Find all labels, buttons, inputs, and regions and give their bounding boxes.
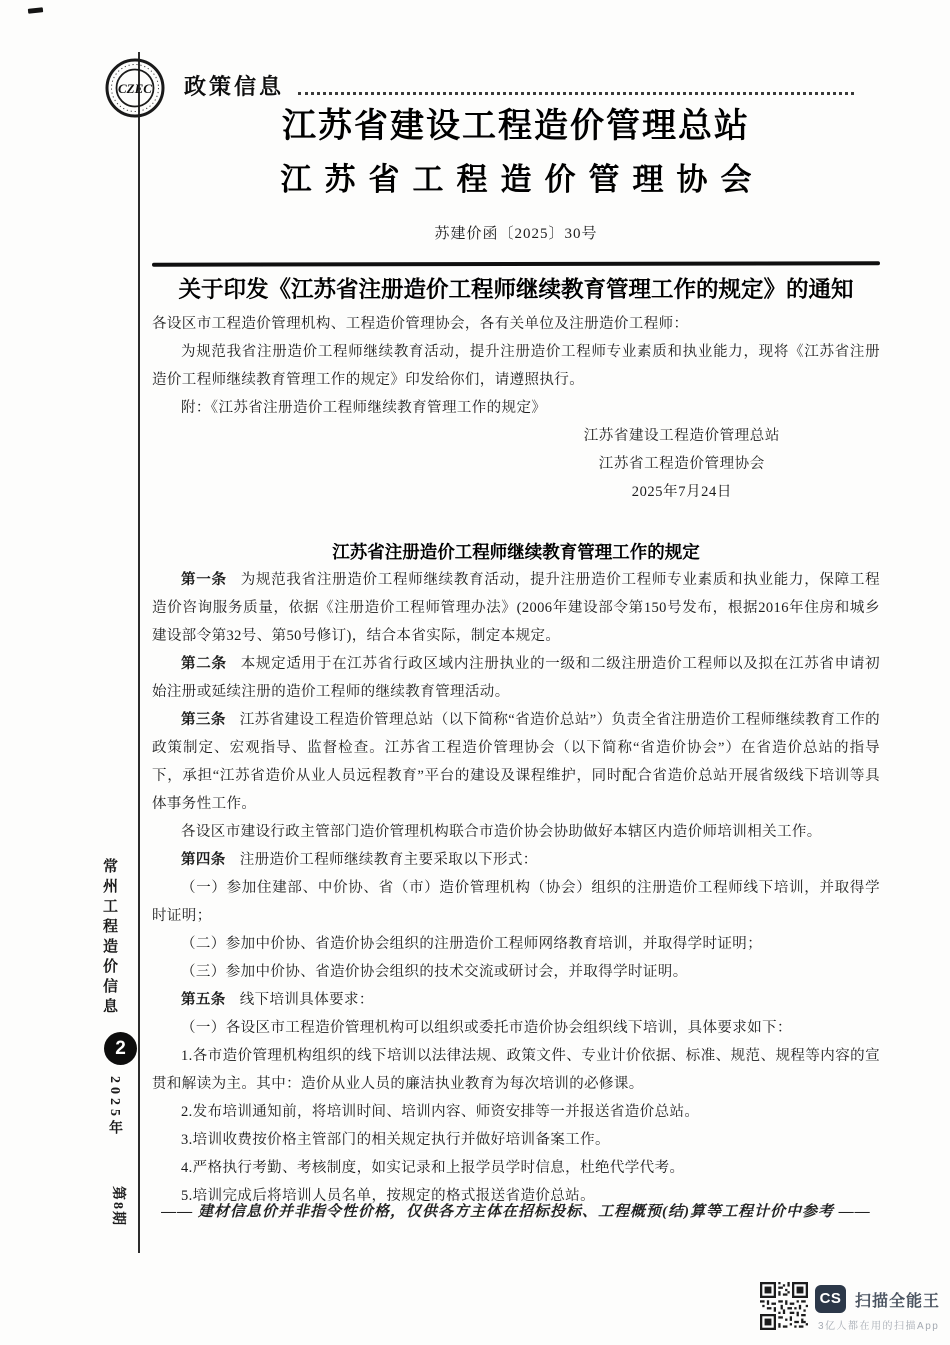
article-label: 第五条	[181, 991, 226, 1008]
sidebar-issue: 第8期	[110, 1186, 125, 1227]
notice-salutation: 各设区市工程造价管理机构、工程造价管理协会，各有关单位及注册造价工程师：	[152, 315, 689, 332]
signature-block	[152, 422, 880, 506]
signer-line-1: 江苏省建设工程造价管理总站	[583, 427, 780, 444]
article-paragraph: 4.严格执行考勤、考核制度，如实记录和上报学员学时信息，杜绝代学代考。	[181, 1159, 685, 1176]
article-label: 第一条	[181, 571, 227, 588]
category-label: 政策信息	[184, 74, 285, 99]
org-title-line2: 江苏省工程造价管理协会	[280, 161, 765, 197]
scan-artifact-mark	[28, 7, 43, 14]
article-paragraph: 第三条 江苏省建设工程造价管理总站（以下简称“省造价总站”）负责全省注册造价工程师继续教育工作的政策制定、宏观指导、监督检查。江苏省工程造价管理协会（以下简称“省造价协会”）在省造价总站的指导下，承担“江苏省造价从业人员远程教育”平台的建设及课程维护，同时配合省造价总站开展省级线下培训等具体事务性工作。	[152, 711, 881, 812]
left-margin-rule	[138, 52, 140, 1253]
article-paragraph: 第一条 为规范我省注册造价工程师继续教育活动，提升注册造价工程师专业素质和执业能力，保障工程造价咨询服务质量，依据《注册造价工程师管理办法》(2006年建设部令第150号发布，根据2016年住房和城乡建设部令第32号、第50号修订)，结合本省实际，制定本规定。	[152, 571, 881, 644]
article-label: 第三条	[181, 711, 226, 728]
article-label: 第四条	[181, 851, 226, 868]
article-paragraph: 第四条 注册造价工程师继续教育主要采取以下形式：	[181, 851, 538, 868]
page-number-badge: 2	[104, 1032, 137, 1065]
notice-attachment-line: 附：《江苏省注册造价工程师继续教育管理工作的规定》	[181, 399, 547, 416]
dotted-rule	[298, 92, 854, 95]
article-paragraph: （一）参加住建部、中价协、省（市）造价管理机构（协会）组织的注册造价工程师线下培训，并取得学时证明；	[152, 879, 880, 924]
notice-title: 关于印发《江苏省注册造价工程师继续教育管理工作的规定》的通知	[178, 276, 854, 302]
article-paragraph: 1.各市造价管理机构组织的线下培训以法律法规、政策文件、专业计价依据、标准、规范、规程等内容的宣贯和解读为主。其中：造价从业人员的廉洁执业教育为每次培训的必修课。	[152, 1047, 880, 1092]
article-paragraph: 5.培训完成后将培训人员名单，按规定的格式报送省造价总站。	[181, 1187, 595, 1204]
signature-date: 2025年7月24日	[631, 483, 732, 500]
article-label: 第二条	[181, 655, 227, 672]
seal-monogram: CZEC	[118, 81, 152, 96]
sidebar-publication-title: 常州工程造价信息	[101, 858, 117, 1018]
document-number: 苏建价函〔2025〕30号	[434, 225, 598, 242]
qr-code-icon	[760, 1281, 808, 1331]
footer-disclaimer: —— 建材信息价并非指令性价格，仅供各方主体在招标投标、工程概预(结)算等工程计价中参考 ——	[161, 1204, 871, 1220]
camscanner-logo-icon: CS	[815, 1285, 846, 1313]
notice-paragraph: 为规范我省注册造价工程师继续教育活动，提升注册造价工程师专业素质和执业能力，现将《江苏省注册造价工程师继续教育管理工作的规定》印发给你们，请遵照执行。	[152, 343, 880, 388]
article-paragraph: （二）参加中价协、省造价协会组织的注册造价工程师网络教育培训，并取得学时证明；	[181, 935, 763, 952]
document-body	[152, 106, 880, 1210]
article-paragraph: （三）参加中价协、省造价协会组织的技术交流或研讨会，并取得学时证明。	[181, 963, 688, 980]
heavy-divider-rule	[152, 261, 880, 267]
signer-line-2: 江苏省工程造价管理协会	[598, 455, 765, 472]
article-paragraph: 第二条 本规定适用于在江苏省行政区域内注册执业的一级和二级注册造价工程师以及拟在江苏省申请初始注册或延续注册的造价工程师的继续教育管理活动。	[152, 655, 881, 700]
article-paragraph: 各设区市建设行政主管部门造价管理机构联合市造价协会协助做好本辖区内造价师培训相关工作。	[181, 823, 822, 840]
sidebar-year: 2025年	[107, 1076, 122, 1138]
org-title-line1: 江苏省建设工程造价管理总站	[282, 107, 750, 145]
scanner-brand-row	[815, 1285, 940, 1313]
article-paragraph: （一）各设区市工程造价管理机构可以组织或委托市造价协会组织线下培训，具体要求如下：	[181, 1019, 792, 1036]
article-paragraph: 第五条 线下培训具体要求：	[181, 991, 374, 1008]
camscanner-brand-name: 扫描全能王	[855, 1292, 941, 1310]
regulation-title: 江苏省注册造价工程师继续教育管理工作的规定	[332, 541, 700, 562]
camscanner-tagline: 3亿人都在用的扫描App	[818, 1321, 940, 1332]
article-paragraph: 2.发布培训通知前，将培训时间、培训内容、师资安排等一并报送省造价总站。	[181, 1103, 700, 1120]
masthead-row	[184, 70, 854, 101]
article-paragraph: 3.培训收费按价格主管部门的相关规定执行并做好培训备案工作。	[181, 1131, 610, 1148]
